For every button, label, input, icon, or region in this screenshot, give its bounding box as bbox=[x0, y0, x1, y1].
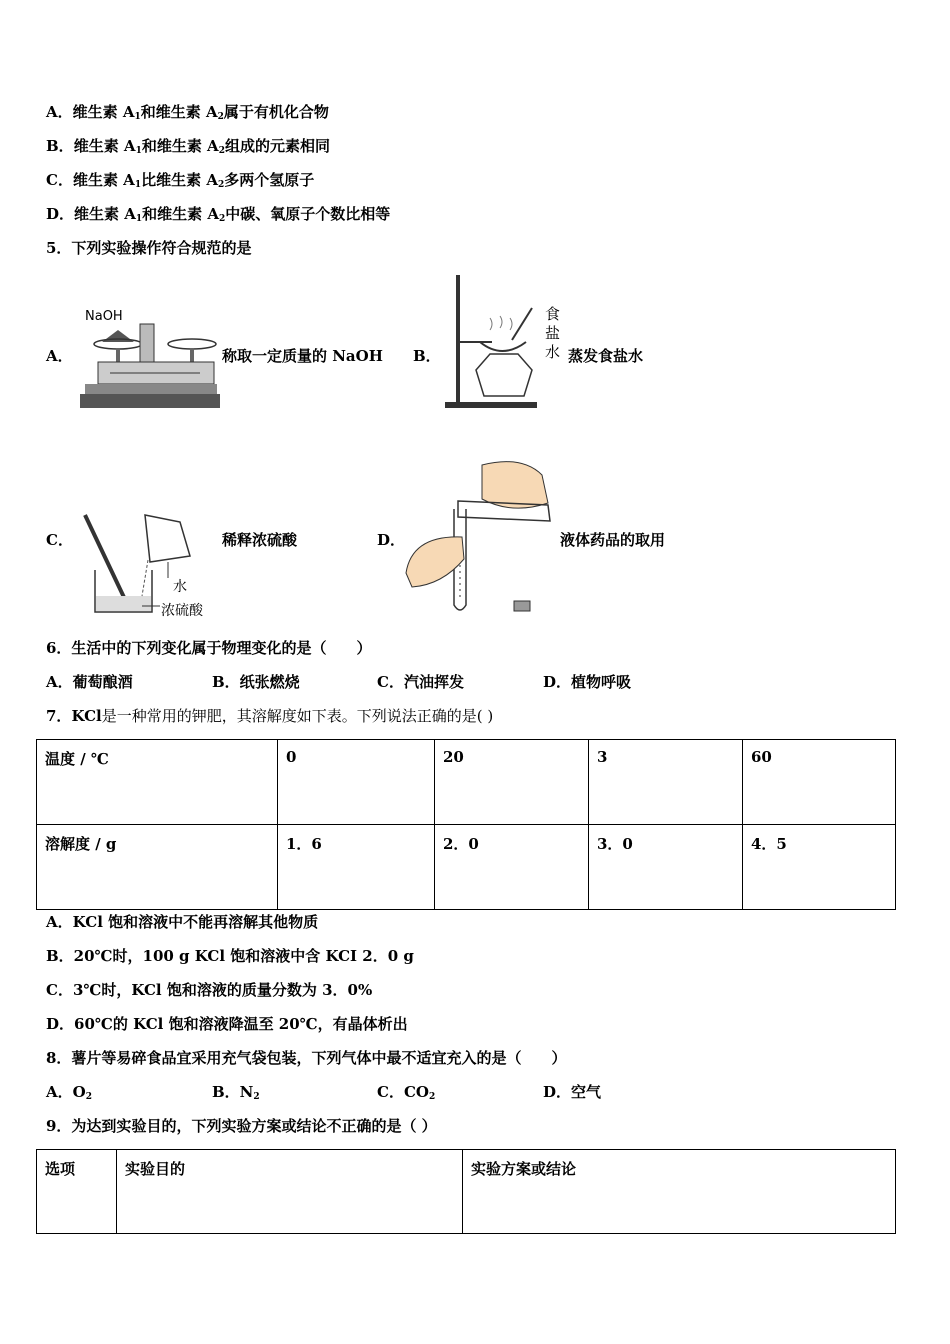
q4-option-a: A．维生素 $A_1$和维生素 $A_2$属于有机化合物 bbox=[46, 103, 329, 122]
q5-option-b-label: B． bbox=[413, 347, 441, 365]
q8-stem: 8．薯片等易碎食品宜采用充气袋包装，下列气体中最不适宜充入的是（ ） bbox=[46, 1049, 567, 1067]
salt-water-vertical-label: 食 盐 水 bbox=[545, 305, 561, 361]
table-row bbox=[37, 825, 896, 910]
q7-option-c: C．3℃时，KCl 饱和溶液的质量分数为 3．0% bbox=[46, 981, 373, 999]
naoh-figure-label: NaOH bbox=[85, 309, 123, 324]
q6-stem: 6．生活中的下列变化属于物理变化的是（ ） bbox=[46, 639, 372, 657]
q4-option-d: D．维生素 $A_1$和维生素 $A_2$中碳、氧原子个数比相等 bbox=[46, 205, 391, 224]
q5-option-a-label: A． bbox=[46, 347, 73, 365]
header-method: 实验方案或结论 bbox=[463, 1150, 896, 1234]
q8-option-c: C．$CO_2$ bbox=[377, 1083, 436, 1102]
evaporation-figure bbox=[440, 270, 540, 412]
table-row bbox=[37, 740, 896, 825]
table-cell: 溶解度 / g bbox=[37, 825, 278, 910]
table-cell: 温度 / ℃ bbox=[37, 740, 278, 825]
q9-stem: 9．为达到实验目的，下列实验方案或结论不正确的是（ ） bbox=[46, 1117, 437, 1135]
q5-option-d-caption: 液体药品的取用 bbox=[560, 531, 666, 549]
q7-stem: 7．KCl是一种常用的钾肥，其溶解度如下表。下列说法正确的是( ) bbox=[46, 707, 494, 725]
q7-option-d: D．60℃的 KCl 饱和溶液降温至 20℃，有晶体析出 bbox=[46, 1015, 408, 1033]
q5-option-c-caption: 稀释浓硫酸 bbox=[222, 531, 298, 549]
water-label: 水 bbox=[173, 579, 187, 595]
q6-option-c: C．汽油挥发 bbox=[377, 673, 464, 691]
q5-option-a-caption: 称取一定质量的 NaOH bbox=[222, 347, 383, 365]
q6-option-a: A．葡萄酿酒 bbox=[46, 673, 133, 691]
q6-option-d: D．植物呼吸 bbox=[543, 673, 632, 691]
q6-option-b: B．纸张燃烧 bbox=[212, 673, 300, 691]
table-cell: 60 bbox=[743, 740, 896, 825]
q8-option-d: D．空气 bbox=[543, 1083, 602, 1101]
conc-acid-label: 浓硫酸 bbox=[161, 603, 203, 619]
q7-option-a: A．KCl 饱和溶液中不能再溶解其他物质 bbox=[46, 913, 319, 931]
table-cell: 1．6 bbox=[278, 825, 435, 910]
table-cell: 0 bbox=[278, 740, 435, 825]
liquid-pouring-figure bbox=[402, 455, 552, 620]
solubility-table bbox=[36, 739, 896, 910]
table-cell: 3 bbox=[589, 740, 743, 825]
q8-option-a: A．$O_2$ bbox=[46, 1083, 92, 1102]
balance-figure bbox=[80, 300, 220, 412]
q5-stem: 5．下列实验操作符合规范的是 bbox=[46, 239, 252, 257]
table-cell: 4．5 bbox=[743, 825, 896, 910]
q4-option-c: C．维生素 $A_1$比维生素 $A_2$多两个氢原子 bbox=[46, 171, 315, 190]
q4-option-b: B．维生素 $A_1$和维生素 $A_2$组成的元素相同 bbox=[46, 137, 330, 156]
q5-option-d-label: D． bbox=[377, 531, 406, 549]
header-option: 选项 bbox=[37, 1150, 117, 1234]
experiment-table bbox=[36, 1149, 896, 1234]
q5-option-b-caption: 蒸发食盐水 bbox=[568, 347, 644, 365]
q5-option-c-label: C． bbox=[46, 531, 73, 549]
table-header-row bbox=[37, 1150, 896, 1234]
table-cell: 3．0 bbox=[589, 825, 743, 910]
header-purpose: 实验目的 bbox=[117, 1150, 463, 1234]
table-cell: 2．0 bbox=[435, 825, 589, 910]
q8-option-b: B．$N_2$ bbox=[212, 1083, 260, 1102]
q7-option-b: B．20℃时，100 g KCl 饱和溶液中含 KCI 2．0 g bbox=[46, 947, 414, 965]
table-cell: 20 bbox=[435, 740, 589, 825]
